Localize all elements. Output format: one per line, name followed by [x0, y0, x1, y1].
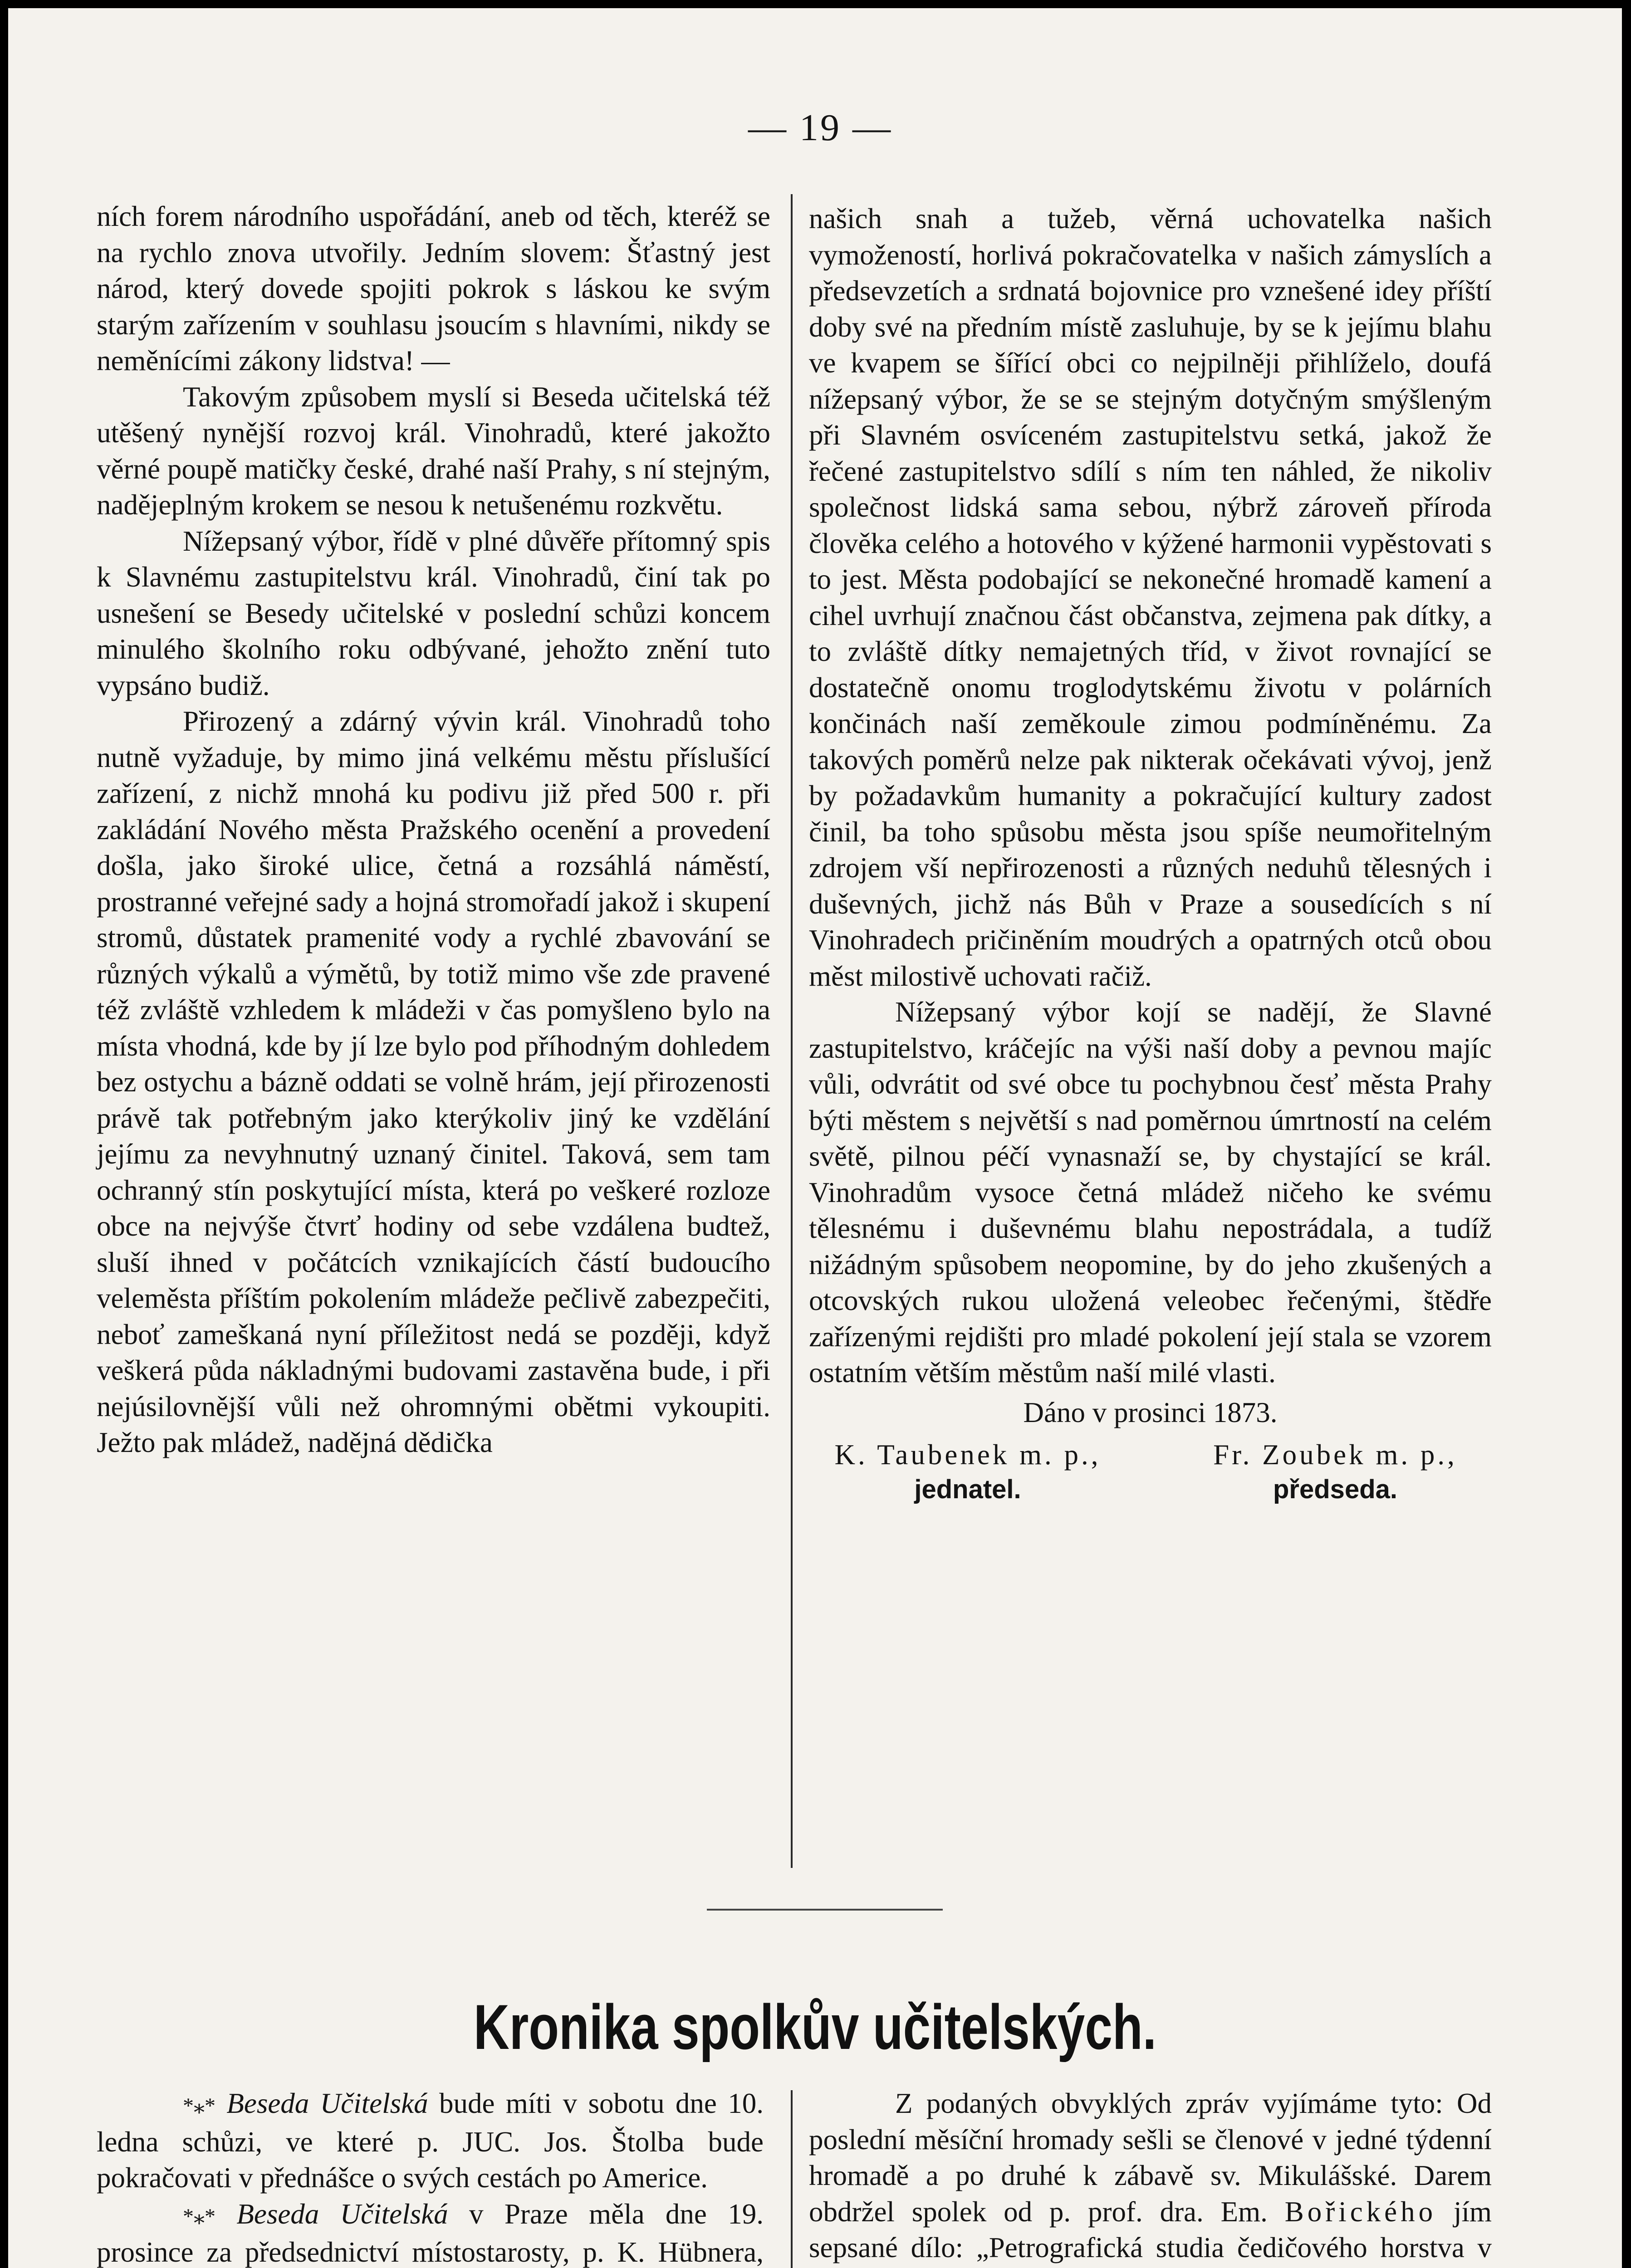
chronicle-left-column	[97, 2086, 764, 2268]
news-text: Z podaných obvyklých zpráv vyjímáme tyto: Od poslední měsíční hromady sešli se členové v jedné týdenní hromadě a po druhé k zábavě sv. Mikulášské. Darem obdržel spolek od p. prof. dra. Em.	[809, 2087, 1492, 2228]
date-line: Dáno v prosinci 1873.	[1023, 1396, 1278, 1428]
signatures	[809, 1437, 1492, 1528]
news-text: bude míti v sobotu dne 10. ledna schůzi, ve které p. JUC. Jos. Štolba bude pokračovati v přednášce o svých cestách po Americe.	[97, 2087, 764, 2194]
paragraph: ních forem národního uspořádání, aneb od těch, kteréž se na rychlo znova utvořily. Jedním slovem: Šťastný jest národ, který dovede spojiti pokrok s láskou ke svým starým zařízením v souhlasu jsoucím s hlavními, nikdy se neměnícími zákony lidstva! —	[97, 200, 770, 376]
society-name: Beseda Učitelská	[236, 2198, 448, 2230]
news-item	[809, 2086, 1492, 2268]
section-divider	[707, 1909, 943, 1911]
paragraph: Takovým způsobem myslí si Beseda učitelská též utěšený nynější rozvoj král. Vinohradů, které jakožto věrné poupě matičky české, drahé naší Prahy, s ní stejným, nadějeplným krokem se nesou k netušenému rozkvětu.	[97, 381, 770, 521]
chronicle-right-column	[809, 2086, 1492, 2268]
signer-role: předseda.	[1273, 1474, 1397, 1504]
page-number: — 19 —	[748, 107, 892, 149]
paragraph: Nížepsaný výbor, řídě v plné důvěře přítomný spis k Slavnému zastupitelstvu král. Vinohradů, činí tak po usnešení se Besedy učitelské v poslední schůzi koncem minulého školního roku odbývané, jehožto znění tuto vypsáno budiž.	[97, 525, 770, 701]
news-item	[97, 2196, 764, 2268]
signer-name: Fr. Zoubek m. p.,	[1213, 1439, 1457, 1471]
signer-role: jednatel.	[914, 1474, 1021, 1504]
news-text: jím sepsané dílo: „Petrografická studia čedičového horstva v	[809, 2195, 1492, 2263]
signer-chairman	[1181, 1437, 1489, 1507]
society-name: Beseda Učitelská	[226, 2087, 428, 2119]
paragraph: Nížepsaný výbor kojí se nadějí, že Slavné zastupitelstvo, kráčejíc na výši naší doby a pevnou majíc vůli, odvrátit od své obce tu pochybnou česť města Prahy býti městem s největší s nad poměrnou úmrtností na celém světě, pilnou péčí vynasnaží se, by chystající se král. Vinohradům vysoce četná mládež ničeho ke svému tělesnému i duševnému blahu nepostrádala, a tudíž nižádným spůsobem neopomine, by do jeho zkušených a otcovských rukou uložená veleobec řečenými, štědře zařízenými rejdišti pro mladé pokolení její stala se vzorem ostatním větším městům naší milé vlasti.	[809, 996, 1492, 1388]
column-divider	[791, 194, 793, 1868]
journal-page	[8, 8, 1622, 2268]
paragraph: našich snah a tužeb, věrná uchovatelka našich vymožeností, horlivá pokračovatelka v našich zámyslích a předsevzetích a srdnatá bojovnice pro vznešené idey příští doby své na předním místě zasluhuje, by se k jejímu blahu ve kvapem se šířící obci co nejpilněji přihlíželo, doufá nížepsaný výbor, že se se stejným dotyčným smýšleným při Slavném osvíceném zastupitelstvu setká, jakož že řečené zastupitelstvo sdílí s ním ten náhled, že nikoliv společnost lidská sama sebou, nýbrž zároveň příroda člověka celého a hotového v kýžené harmonii vypěstovati s to jest. Města podobající se nekonečné hromadě kamení a cihel uvrhují značnou část občanstva, zejmena pak dítky, a to zvláště dítky nemajetných tříd, v život rovnající se dostatečně onomu troglodytskému životu v polárních končinách naší zeměkoule zimou podmíněnému. Za takových poměrů nelze pak nikterak očekávati vývoj, jenž by požadavkům humanity a pokračující kultury zadost činil, ba toho spůsobu města jsou spíše neumořitelným zdrojem vší nepřirozenosti a různých neduhů tělesných i duševných, jichž nás Bůh v Praze a sousedících s ní Vinohradech pričiněním moudrých a opatrných otců obou měst milostivě uchovati račiž.	[809, 203, 1492, 992]
column-divider	[791, 2090, 793, 2268]
author-name: Bořického	[1284, 2195, 1437, 2228]
news-item	[97, 2086, 764, 2196]
news-text: v Praze měla dne 19. prosince za předsednictví místostarosty, p. K. Hübnera,	[97, 2198, 764, 2268]
asterism-icon: *⁎*	[183, 2204, 216, 2229]
section-title: Kronika spolkův učitelských.	[473, 1991, 1157, 2063]
right-column	[809, 201, 1492, 1528]
left-column	[97, 199, 770, 1461]
asterism-icon: *⁎*	[183, 2094, 216, 2118]
paragraph: Přirozený a zdárný vývin král. Vinohradů toho nutně vyžaduje, by mimo jiná velkému městu příslušící zařízení, z nichž mnohá ku podivu již před 500 r. při zakládání Nového města Pražského ocenění a provedení došla, jako široké ulice, četná a rozsáhlá náměstí, prostranné veřejné sady a hojná stromořadí jakož i skupení stromů, důstatek pramenité vody a rychlé zbavování se různých výkalů a výmětů, by totiž mimo vše zde pravené též zvláště vzhledem k mládeži v čas pomyšleno bylo na místa vhodná, kde by jí lze bylo pod příhodným dohledem bez ostychu a bázně oddati se volně hrám, její přirozenosti právě tak potřebným jako kterýkoliv jiný ke vzdělání jejímu za nevyhnutný uznaný činitel. Taková, sem tam ochranný stín poskytující místa, která po veškeré rozloze obce na nejvýše čtvrť hodiny od sebe vzdálena budtež, sluší ihned v počátcích vznikajících částí budoucího veleměsta příštím pokolením mládeže pečlivě zabezpečiti, neboť zameškaná nyní příležitost nedá se později, když veškerá půda nákladnými budovami zastavěna bude, i při nejúsilovnější vůli než ohromnými obětmi vykoupiti. Ježto pak mládež, nadějná dědička	[97, 705, 770, 1458]
signer-secretary	[809, 1437, 1127, 1507]
signer-name: K. Taubenek m. p.,	[834, 1439, 1101, 1471]
